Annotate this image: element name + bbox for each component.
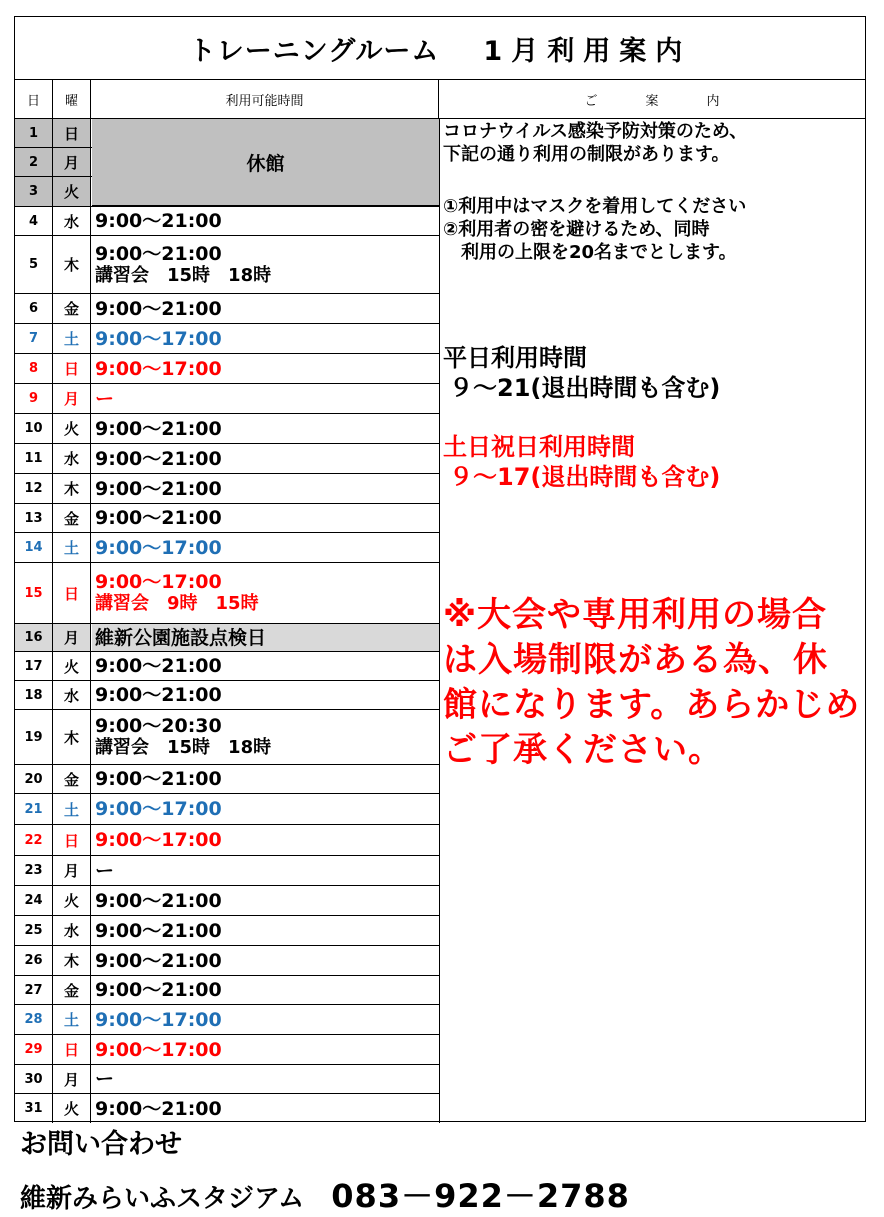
weekday: 水 [53, 916, 91, 945]
day-number: 9 [15, 384, 53, 413]
weekday: 金 [53, 765, 91, 793]
table-header [15, 80, 865, 119]
table-row [15, 384, 439, 414]
hours-text: 9:00～17:00 [95, 357, 222, 380]
schedule-sheet [14, 16, 866, 1122]
day-number: 6 [15, 294, 53, 323]
day-number: 13 [15, 504, 53, 532]
page-title: トレーニングルーム [188, 35, 440, 67]
hours-text: 9:00～21:00 [95, 477, 222, 500]
hours-cell [92, 856, 439, 885]
weekday: 火 [53, 177, 91, 206]
weekday: 土 [53, 794, 91, 824]
hours-text: 9:00～21:00 [95, 210, 222, 232]
table-row [15, 563, 439, 624]
weekday: 金 [53, 504, 91, 532]
hours-cell [92, 236, 439, 293]
table-row [15, 946, 439, 976]
hours-cell [92, 681, 439, 709]
weekday: 金 [53, 976, 91, 1004]
hours-cell [92, 207, 439, 235]
hours-text: 9:00～21:00 [95, 949, 222, 972]
holiday-hours-title: 土日祝日利用時間 [443, 433, 635, 461]
day-number: 19 [15, 710, 53, 764]
weekday: 土 [53, 324, 91, 353]
hours-cell [92, 354, 439, 383]
weekday: 月 [53, 148, 91, 176]
day-number: 17 [15, 652, 53, 680]
hours-cell [92, 976, 439, 1004]
table-row [15, 444, 439, 474]
table-row [15, 794, 439, 825]
table-row [15, 1035, 439, 1065]
hours-cell [92, 563, 439, 623]
weekday: 日 [53, 563, 91, 623]
hours-text: 9:00～21:00 [95, 919, 222, 942]
weekday: 月 [53, 624, 91, 651]
hours-text: 9:00～21:00 [95, 507, 222, 529]
day-number: 3 [15, 177, 53, 206]
hours-cell [92, 474, 439, 503]
lecture-info: 講習会 15時 18時 [95, 737, 272, 758]
notice-intro-line1: コロナウイルス感染予防対策のため、 [443, 121, 748, 142]
table-row [15, 765, 439, 794]
table-row [15, 474, 439, 504]
hours-cell [92, 794, 439, 824]
header-available-hours: 利用可能時間 [91, 80, 439, 118]
day-number: 18 [15, 681, 53, 709]
hours-text: 9:00～20:30 [95, 715, 222, 737]
day-number: 4 [15, 207, 53, 235]
weekday: 木 [53, 946, 91, 975]
hours-text: ー [95, 1068, 115, 1090]
hours-cell [92, 624, 439, 651]
hours-text: 9:00～21:00 [95, 417, 222, 440]
table-row [15, 976, 439, 1005]
table-row [15, 504, 439, 533]
weekday-hours-value: ９～21(退出時間も含む) [449, 374, 721, 402]
hours-cell [92, 710, 439, 764]
day-number: 2 [15, 148, 53, 176]
hours-cell [92, 886, 439, 915]
weekday-hours-title: 平日利用時間 [443, 344, 587, 372]
day-number: 16 [15, 624, 53, 651]
hours-cell [92, 1065, 439, 1093]
weekday: 水 [53, 444, 91, 473]
weekday: 土 [53, 533, 91, 562]
header-notice: ご案内 [584, 93, 768, 109]
notice-intro-line2: 下記の通り利用の制限があります。 [443, 144, 730, 165]
table-row [15, 710, 439, 765]
weekday: 月 [53, 856, 91, 885]
day-number: 7 [15, 324, 53, 353]
table-row [15, 294, 439, 324]
contact-line [20, 1171, 630, 1217]
day-number: 8 [15, 354, 53, 383]
hours-text: 9:00～21:00 [95, 889, 222, 912]
hours-text: 9:00～21:00 [95, 242, 222, 265]
weekday: 金 [53, 294, 91, 323]
table-row [15, 324, 439, 354]
contact-footer [20, 1122, 630, 1217]
closure-warning: ※大会や専用利用の場合は入場制限がある為、休館になります。あらかじめご了承ください。 [443, 595, 861, 770]
day-number: 11 [15, 444, 53, 473]
table-row [15, 825, 439, 856]
weekday: 日 [53, 825, 91, 855]
hours-text: 維新公園施設点検日 [95, 626, 267, 649]
table-row [15, 681, 439, 710]
header-weekday: 曜 [53, 80, 91, 118]
hours-cell [92, 533, 439, 562]
weekday: 木 [53, 710, 91, 764]
hours-cell [92, 1035, 439, 1064]
hours-cell [92, 414, 439, 443]
table-row [15, 856, 439, 886]
hours-text: 9:00～21:00 [95, 297, 222, 320]
hours-text: 9:00～21:00 [95, 979, 222, 1001]
header-day: 日 [15, 80, 53, 118]
hours-cell [92, 294, 439, 323]
hours-cell [92, 504, 439, 532]
hours-cell [92, 916, 439, 945]
day-number: 14 [15, 533, 53, 562]
day-number: 26 [15, 946, 53, 975]
title-bar [15, 17, 865, 80]
day-number: 23 [15, 856, 53, 885]
hours-cell [92, 384, 439, 413]
contact-label: お問い合わせ [20, 1129, 182, 1160]
day-number: 30 [15, 1065, 53, 1093]
table-row [15, 414, 439, 444]
holiday-hours-value: ９～17(退出時間も含む) [449, 463, 721, 491]
weekday: 水 [53, 207, 91, 235]
hours-text: ー [95, 387, 115, 410]
notice-rule1: ①利用中はマスクを着用してください [443, 196, 747, 217]
day-number: 22 [15, 825, 53, 855]
page-title-month: 1月利用案内 [483, 35, 692, 67]
weekday: 火 [53, 886, 91, 915]
notice-panel [440, 119, 865, 1121]
weekday: 月 [53, 384, 91, 413]
hours-text: 9:00～21:00 [95, 768, 222, 790]
weekday: 日 [53, 1035, 91, 1064]
table-row [15, 236, 439, 294]
contact-facility-name: 維新みらいふスタジアム [20, 1184, 305, 1214]
hours-text: 9:00～21:00 [95, 655, 222, 677]
hours-text: 9:00～17:00 [95, 327, 222, 350]
table-row [15, 1065, 439, 1094]
weekday: 火 [53, 652, 91, 680]
lecture-info: 講習会 15時 18時 [95, 264, 272, 286]
hours-cell [92, 652, 439, 680]
table-row [15, 916, 439, 946]
day-number: 12 [15, 474, 53, 503]
weekday: 土 [53, 1005, 91, 1034]
notice-rule2-line1: ②利用者の密を避けるため、同時 [443, 219, 710, 240]
hours-text: 9:00～17:00 [95, 1008, 222, 1031]
table-row [15, 1005, 439, 1035]
hours-text: 9:00～21:00 [95, 684, 222, 706]
weekday: 日 [53, 119, 91, 147]
day-number: 15 [15, 563, 53, 623]
hours-text: 9:00～17:00 [95, 536, 222, 559]
hours-cell [92, 444, 439, 473]
day-number: 5 [15, 236, 53, 293]
table-row [15, 886, 439, 916]
hours-text: 9:00～17:00 [95, 1038, 222, 1061]
day-number: 10 [15, 414, 53, 443]
closed-notice-cell: 休館 [92, 119, 439, 206]
day-number: 27 [15, 976, 53, 1004]
weekday: 火 [53, 414, 91, 443]
hours-cell [92, 1005, 439, 1034]
weekday: 火 [53, 1094, 91, 1123]
hours-text: 9:00～17:00 [95, 798, 222, 820]
table-row [15, 354, 439, 384]
weekday: 月 [53, 1065, 91, 1093]
table-row [15, 1094, 439, 1123]
weekday: 水 [53, 681, 91, 709]
hours-cell [92, 825, 439, 855]
table-row [15, 652, 439, 681]
day-number: 24 [15, 886, 53, 915]
day-number: 31 [15, 1094, 53, 1123]
schedule-table [15, 119, 440, 1123]
day-number: 21 [15, 794, 53, 824]
contact-phone-number[interactable]: 083－922－2788 [331, 1177, 630, 1215]
weekday: 木 [53, 474, 91, 503]
hours-text: 9:00～21:00 [95, 447, 222, 470]
notice-rule2-line2: 利用の上限を20名までとします。 [443, 242, 737, 263]
day-number: 20 [15, 765, 53, 793]
hours-text: 9:00～17:00 [95, 571, 222, 593]
hours-cell [92, 1094, 439, 1123]
hours-text: 9:00～21:00 [95, 1097, 222, 1120]
table-row [15, 624, 439, 652]
hours-text: 9:00～17:00 [95, 829, 222, 851]
weekday: 木 [53, 236, 91, 293]
table-row [15, 533, 439, 563]
day-number: 1 [15, 119, 53, 147]
lecture-info: 講習会 9時 15時 [95, 593, 259, 614]
day-number: 28 [15, 1005, 53, 1034]
day-number: 29 [15, 1035, 53, 1064]
hours-text: ー [95, 859, 115, 882]
hours-cell [92, 324, 439, 353]
weekday: 日 [53, 354, 91, 383]
hours-cell [92, 765, 439, 793]
day-number: 25 [15, 916, 53, 945]
table-row [15, 207, 439, 236]
hours-cell [92, 946, 439, 975]
